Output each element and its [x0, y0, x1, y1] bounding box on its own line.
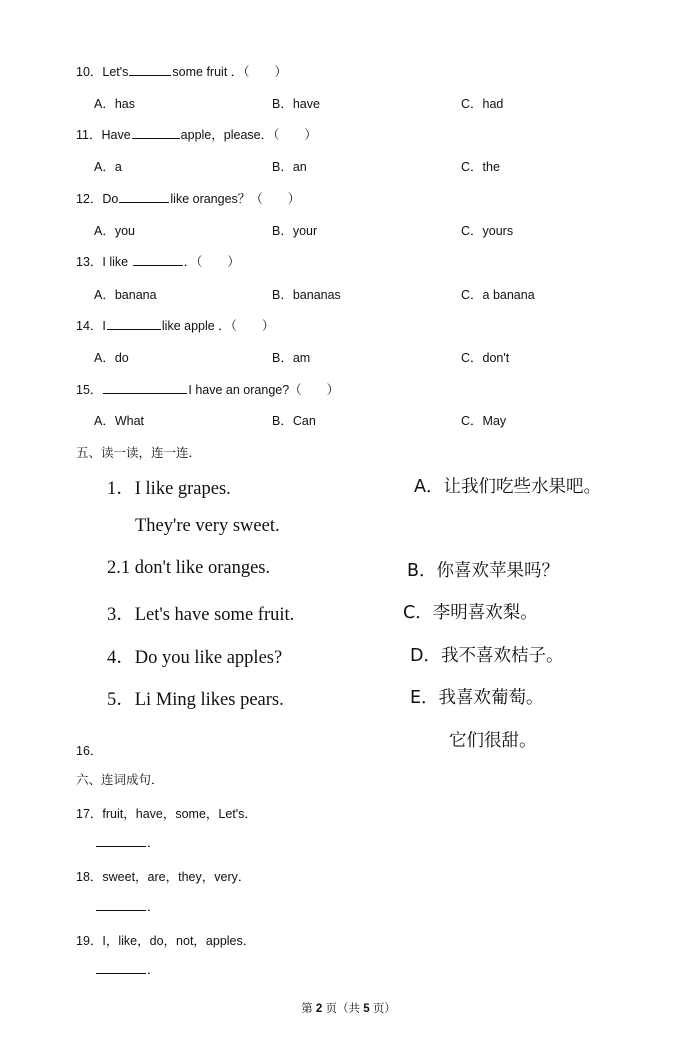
question-number: 10． — [76, 65, 103, 79]
question-number: 13． — [76, 255, 103, 269]
question-16-number: 16． — [76, 744, 103, 758]
question-text-pre: Let's — [102, 65, 129, 79]
question-number: 11． — [76, 128, 102, 142]
match-left-1b: They're very sweet. — [135, 516, 280, 536]
question-15 — [76, 380, 339, 398]
question-number: 12． — [76, 192, 103, 206]
match-right-a: A．让我们吃些水果吧。 — [414, 477, 601, 497]
option-b: B．bananas — [272, 288, 341, 302]
question-text-pre: Do — [102, 192, 119, 206]
match-left-5: 5．Li Ming likes pears. — [107, 690, 284, 710]
answer-blank — [96, 898, 146, 911]
option-c: C．a banana — [461, 288, 535, 302]
question-text-post: like apple ．（ ） — [161, 319, 275, 333]
option-a: A．a — [94, 160, 122, 174]
question-13 — [76, 252, 240, 270]
option-b: B．am — [272, 351, 311, 365]
answer-blank — [119, 190, 169, 203]
match-right-d: D．我不喜欢桔子。 — [410, 646, 564, 666]
question-number: 14． — [76, 319, 103, 333]
answer-blank — [133, 253, 183, 266]
answer-blank — [96, 834, 146, 847]
match-right-e2: 它们很甜。 — [449, 731, 537, 751]
answer-line-17: ． — [95, 833, 160, 851]
option-c: C．the — [461, 160, 500, 174]
option-a: A．What — [94, 414, 145, 428]
question-19: 19．I，like，do，not，apples． — [76, 934, 256, 948]
option-b: B．Can — [272, 414, 316, 428]
page-footer: 第 2 页（共 5 页） — [301, 1003, 396, 1015]
answer-blank — [107, 317, 161, 330]
option-a: A．banana — [94, 288, 157, 302]
question-text-post: ．（ ） — [183, 255, 240, 269]
option-c: C．had — [461, 97, 504, 111]
match-left-3: 3．Let's have some fruit. — [107, 605, 295, 625]
question-14 — [76, 316, 274, 334]
section-6-title: 六、连词成句． — [76, 773, 164, 787]
option-c: C．May — [461, 414, 507, 428]
option-c: C．yours — [461, 224, 514, 238]
question-text-post: apple，please．（ ） — [180, 128, 317, 142]
question-10 — [76, 62, 287, 80]
question-17: 17．fruit，have，some，Let's． — [76, 807, 257, 821]
answer-blank — [132, 126, 180, 139]
question-18: 18．sweet，are，they，very． — [76, 870, 251, 884]
answer-blank — [103, 381, 187, 394]
option-b: B．an — [272, 160, 307, 174]
question-text-pre: I — [102, 319, 106, 333]
question-12 — [76, 189, 300, 207]
answer-line-18: ． — [95, 897, 160, 915]
question-text-pre: Have — [101, 128, 131, 142]
answer-line-19: ． — [95, 960, 160, 978]
match-left-4: 4．Do you like apples? — [107, 648, 283, 668]
option-c: C．don't — [461, 351, 510, 365]
match-right-e: E．我喜欢葡萄。 — [410, 688, 544, 708]
match-left-1: 1．I like grapes. — [107, 479, 231, 499]
question-text-post: like oranges？（ ） — [170, 192, 301, 206]
question-text-post: I have an orange?（ ） — [188, 383, 340, 397]
section-5-title: 五、读一读，连一连． — [76, 446, 202, 460]
match-right-b: B．你喜欢苹果吗？ — [407, 561, 560, 581]
option-a: A．has — [94, 97, 135, 111]
question-number: 15． — [76, 383, 103, 397]
answer-blank — [96, 961, 146, 974]
match-right-c: C．李明喜欢梨。 — [403, 603, 538, 623]
option-a: A．you — [94, 224, 135, 238]
option-a: A．do — [94, 351, 129, 365]
question-11 — [76, 125, 317, 143]
option-b: B．your — [272, 224, 318, 238]
match-left-2: 2.1 don't like oranges. — [107, 558, 271, 578]
option-b: B．have — [272, 97, 320, 111]
total-pages: 5 — [363, 1003, 370, 1015]
answer-blank — [129, 63, 171, 76]
current-page: 2 — [315, 1003, 323, 1015]
question-text-pre: I like — [102, 255, 132, 269]
question-text-post: some fruit ．（ ） — [172, 65, 288, 79]
